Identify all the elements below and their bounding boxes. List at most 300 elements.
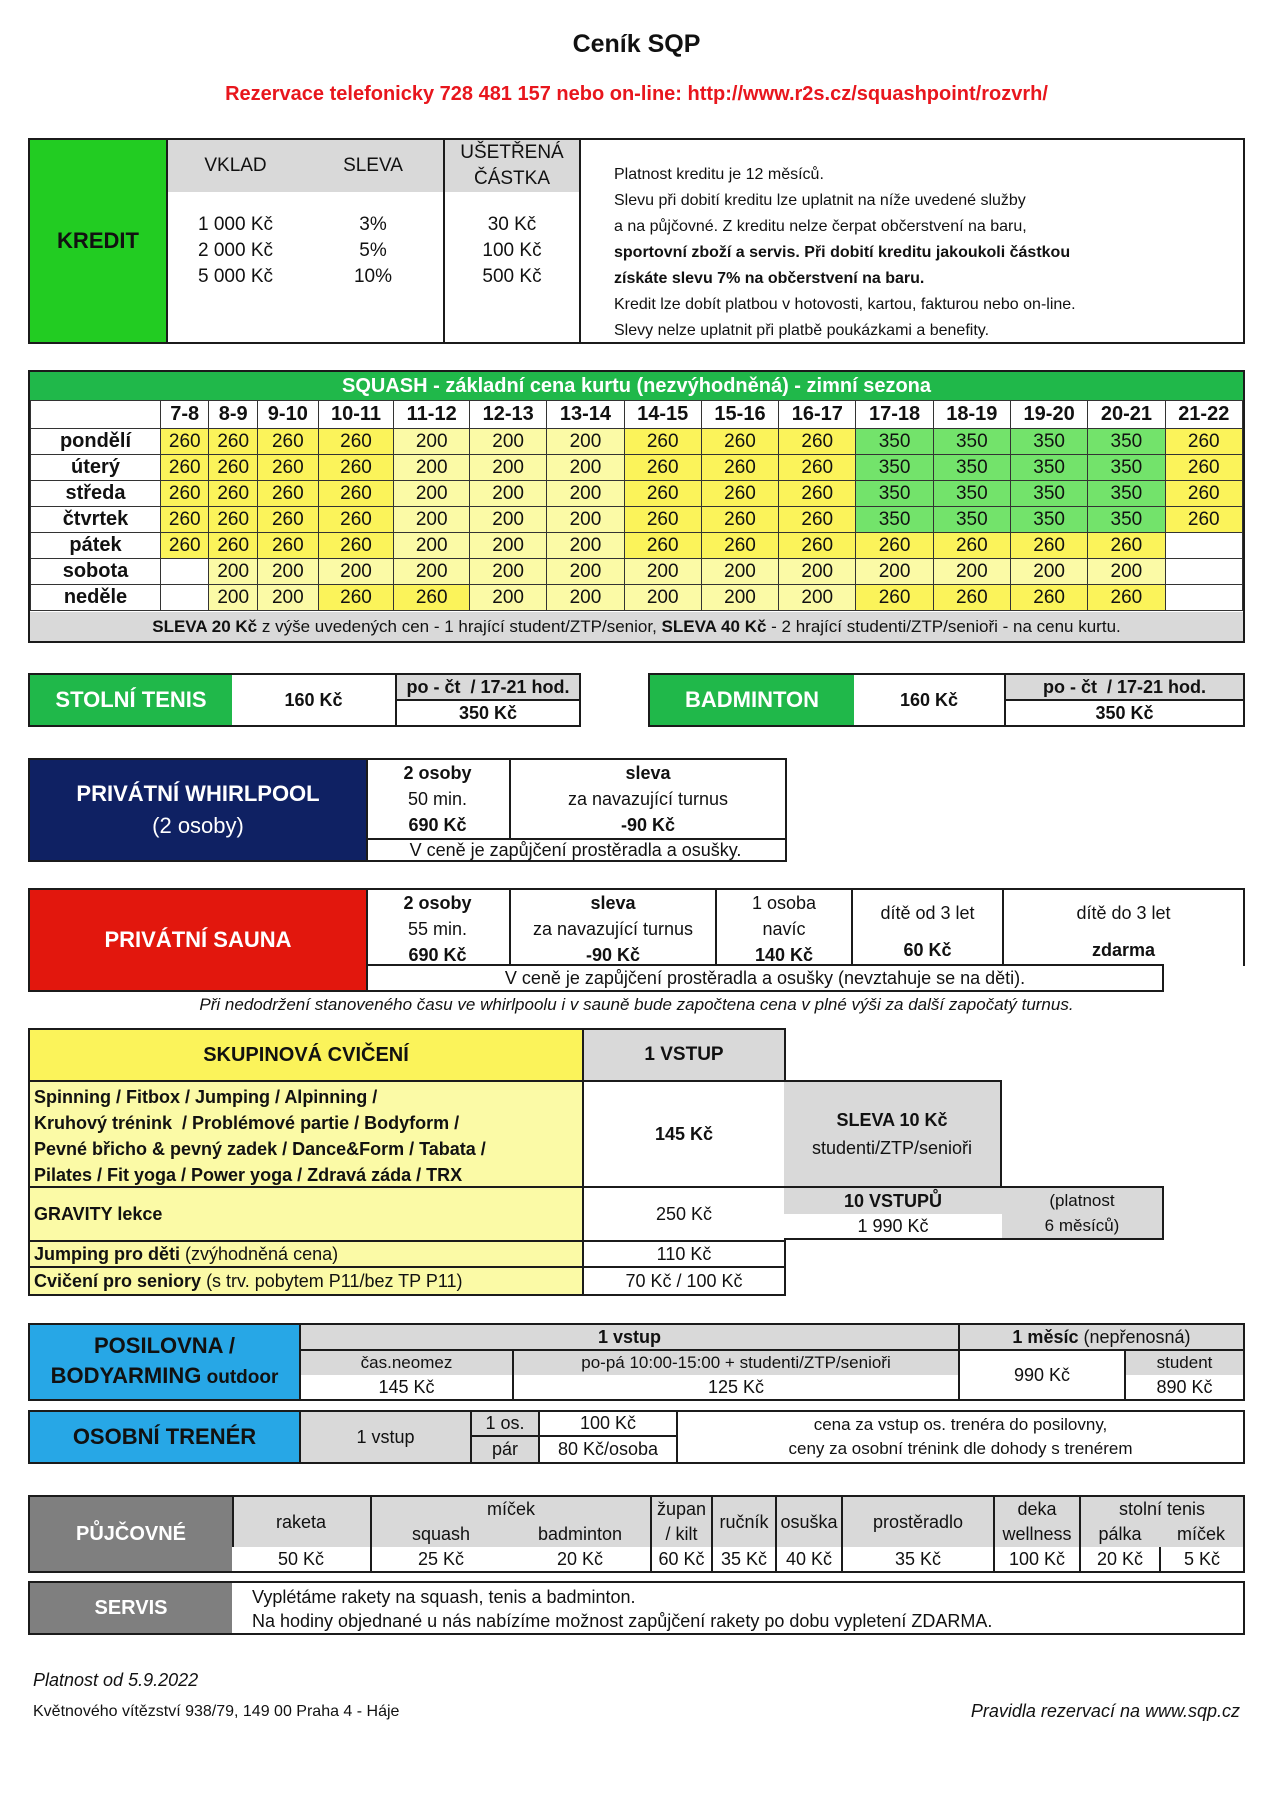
squash-price-cell: 350 <box>1010 481 1087 507</box>
cviceni-lessons <box>30 1082 582 1188</box>
posilovna-section <box>28 1323 1245 1401</box>
squash-price-cell: 260 <box>856 585 933 611</box>
squash-day-label: pondělí <box>31 429 161 455</box>
servis-label: SERVIS <box>30 1583 232 1633</box>
squash-price-cell: 260 <box>161 533 209 559</box>
pujcovne-label: PŮJČOVNÉ <box>30 1497 232 1571</box>
kredit-info-line: získáte slevu 7% na občerstvení na baru. <box>614 270 925 287</box>
rucnik-label: ručník <box>711 1497 775 1547</box>
lesson-line: Pevné břicho & pevný zadek / Dance&Form / Tabata / <box>34 1139 486 1159</box>
squash-price-cell: 260 <box>701 481 778 507</box>
squash-price-cell: 260 <box>318 507 394 533</box>
whirlpool-sublabel: (2 osoby) <box>152 813 244 838</box>
squash-price-cell: 200 <box>1010 559 1087 585</box>
sauna-c1-head: 2 osoby <box>403 893 472 913</box>
squash-price-cell: 350 <box>856 481 933 507</box>
kredit-rows <box>168 214 581 292</box>
servis-line-1: Vyplétáme rakety na squash, tenis a badminton. <box>252 1587 636 1607</box>
sauna-dite-do-3 <box>1004 890 1243 966</box>
squash-price-cell: 260 <box>701 507 778 533</box>
sauna-dite-od-3 <box>853 890 1004 966</box>
whirlpool-c2-price: -90 Kč <box>620 815 676 835</box>
deka-label-1: deka <box>1017 1499 1057 1519</box>
squash-price-cell: 200 <box>470 533 547 559</box>
squash-price-cell: 200 <box>470 507 547 533</box>
osuska-price: 40 Kč <box>775 1547 841 1571</box>
lessons-price: 145 Kč <box>582 1082 784 1188</box>
squash-price-cell: 260 <box>1088 585 1165 611</box>
lesson-line: Pilates / Fit yoga / Power yoga / Zdravá záda / TRX <box>34 1165 463 1185</box>
squash-day-row <box>31 559 1243 585</box>
kredit-info-line: sportovní zboží a servis. Při dobití kreditu jakoukoli částkou <box>614 244 1071 261</box>
badminton-price: 160 Kč <box>899 689 959 710</box>
squash-price-cell: 260 <box>1165 429 1242 455</box>
jumping-row <box>30 1242 582 1268</box>
sauna-label: PRIVÁTNÍ SAUNA <box>104 927 292 952</box>
squash-price-cell: 260 <box>209 455 257 481</box>
kredit-usetrena: 500 Kč <box>482 266 542 287</box>
squash-price-cell: 200 <box>856 559 933 585</box>
squash-price-cell <box>1165 585 1242 611</box>
squash-price-cell: 350 <box>933 507 1010 533</box>
squash-corner <box>31 401 161 429</box>
kredit-vklad: 2 000 Kč <box>198 240 273 261</box>
raketa-label: raketa <box>275 1511 327 1532</box>
servis-line-2: Na hodiny objednané u nás nabízíme možnost zapůjčení rakety po dobu vypletení ZDARMA. <box>252 1611 993 1631</box>
squash-price-cell: 260 <box>161 429 209 455</box>
deka-price: 100 Kč <box>993 1547 1079 1571</box>
squash-hour-header: 20-21 <box>1088 401 1165 429</box>
squash-price-cell: 200 <box>209 585 257 611</box>
squash-price-cell: 200 <box>547 533 624 559</box>
trener-note-1: cena za vstup os. trenéra do posilovny, <box>813 1415 1108 1434</box>
lesson-line: Spinning / Fitbox / Jumping / Alpinning / <box>34 1087 378 1107</box>
squash-price-cell <box>1165 533 1242 559</box>
page-title: Ceník SQP <box>572 30 701 58</box>
whirlpool-2-osoby <box>366 760 511 840</box>
pujcovne-section <box>28 1495 1245 1573</box>
gravity-label: GRAVITY lekce <box>34 1203 163 1224</box>
squash-day-label: sobota <box>31 559 161 585</box>
sauna-prices <box>366 888 1245 966</box>
squash-price-cell: 260 <box>318 455 394 481</box>
sauna-c2-head: sleva <box>590 893 636 913</box>
squash-day-row <box>31 585 1243 611</box>
squash-price-cell <box>1165 559 1242 585</box>
osuska-label: osuška <box>775 1497 841 1547</box>
squash-price-cell: 260 <box>257 481 318 507</box>
squash-price-cell: 260 <box>318 585 394 611</box>
squash-day-row <box>31 429 1243 455</box>
sauna-warning: Při nedodržení stanoveného času ve whirlpoolu i v sauně bude započtena cena v plné výši za další započatý turnus. <box>199 995 1074 1014</box>
squash-price-cell: 260 <box>161 455 209 481</box>
squash-price-cell: 200 <box>779 559 856 585</box>
trener-r2-label: pár <box>470 1437 538 1462</box>
trener-r2-price: 80 Kč/osoba <box>538 1437 676 1462</box>
squash-price-cell: 260 <box>394 585 470 611</box>
squash-price-cell: 200 <box>779 585 856 611</box>
sauna-c5-price: zdarma <box>1091 940 1156 960</box>
sauna-label-box <box>28 888 368 992</box>
trener-r1-label: 1 os. <box>470 1412 538 1437</box>
sauna-c1-mid: 55 min. <box>407 919 468 939</box>
squash-discount-1: SLEVA 20 Kč <box>152 616 258 636</box>
zupan-label <box>650 1497 711 1547</box>
micek2-price: 5 Kč <box>1159 1547 1243 1571</box>
kredit-row <box>168 240 581 266</box>
squash-price-cell: 260 <box>161 481 209 507</box>
squash-price-cell: 260 <box>624 481 701 507</box>
posilovna-c2-price: 125 Kč <box>512 1375 958 1399</box>
squash-price-cell: 260 <box>257 455 318 481</box>
cviceni-sleva-box <box>784 1080 1002 1188</box>
squash-ball-label: squash <box>370 1522 510 1547</box>
squash-ball-price: 25 Kč <box>370 1547 510 1571</box>
zupan-label-2: / kilt <box>665 1524 698 1544</box>
squash-title: SQUASH - základní cena kurtu (nezvýhodněná) - zimní sezona <box>30 372 1243 400</box>
vstupu-10-platnost-2: 6 měsíců) <box>1044 1216 1120 1235</box>
squash-day-row <box>31 455 1243 481</box>
squash-hour-header: 15-16 <box>701 401 778 429</box>
squash-price-cell: 200 <box>547 455 624 481</box>
cviceni-10-vstupu-box <box>784 1186 1164 1240</box>
gravity-row <box>30 1188 582 1242</box>
jumping-label: Jumping pro děti <box>34 1243 180 1264</box>
kredit-label: KREDIT <box>30 140 168 342</box>
squash-discount-note <box>30 612 1243 641</box>
squash-price-cell: 260 <box>257 507 318 533</box>
kredit-info-line: Platnost kreditu je 12 měsíců. <box>614 166 824 183</box>
squash-price-cell: 260 <box>701 455 778 481</box>
squash-price-cell: 260 <box>624 507 701 533</box>
sauna-c3-price: 140 Kč <box>754 945 814 965</box>
whirlpool-c2-head: sleva <box>625 763 671 783</box>
squash-day-label: úterý <box>31 455 161 481</box>
squash-price-cell: 200 <box>701 559 778 585</box>
squash-price-cell: 200 <box>394 481 470 507</box>
squash-hour-header: 19-20 <box>1010 401 1087 429</box>
seniori-price: 70 Kč / 100 Kč <box>582 1268 784 1294</box>
cviceni-sleva-text: studenti/ZTP/senioři <box>811 1138 973 1158</box>
squash-price-cell: 260 <box>779 507 856 533</box>
kredit-info-line: Kredit lze dobít platbou v hotovosti, kartou, fakturou nebo on-line. <box>614 296 1076 313</box>
address: Květnového vítězství 938/79, 149 00 Praha 4 - Háje <box>33 1703 400 1720</box>
whirlpool-c1-mid: 50 min. <box>407 789 468 809</box>
squash-price-cell: 350 <box>1088 507 1165 533</box>
squash-hour-header: 16-17 <box>779 401 856 429</box>
seniori-row <box>30 1268 582 1294</box>
kredit-vklad: 1 000 Kč <box>198 214 273 235</box>
kredit-row <box>168 266 581 292</box>
gravity-price: 250 Kč <box>582 1188 784 1242</box>
prosteradlo-price: 35 Kč <box>841 1547 993 1571</box>
squash-price-cell: 350 <box>1010 507 1087 533</box>
kredit-sleva: 5% <box>359 240 387 261</box>
squash-day-label: středa <box>31 481 161 507</box>
servis-text <box>252 1585 1232 1633</box>
squash-price-cell: 350 <box>933 455 1010 481</box>
squash-price-cell: 200 <box>547 559 624 585</box>
squash-price-cell: 200 <box>394 507 470 533</box>
jumping-note: (zvýhodněná cena) <box>180 1243 339 1264</box>
posilovna-mesic-label: 1 měsíc <box>1012 1326 1079 1347</box>
squash-day-label: pátek <box>31 533 161 559</box>
squash-price-cell: 200 <box>933 559 1010 585</box>
posilovna-student-head: student <box>1124 1351 1243 1375</box>
posilovna-mesic-note: (nepřenosná) <box>1078 1326 1191 1347</box>
stolni-tenis-peak-label: po - čt / 17-21 hod. <box>395 675 579 701</box>
vstupu-10-price: 1 990 Kč <box>784 1214 1002 1238</box>
squash-price-cell: 200 <box>470 481 547 507</box>
palka-label: pálka <box>1079 1522 1159 1547</box>
posilovna-label-2: BODYARMING <box>50 1362 202 1388</box>
squash-day-row <box>31 481 1243 507</box>
squash-price-cell: 200 <box>470 585 547 611</box>
squash-price-cell: 260 <box>1010 585 1087 611</box>
kredit-col-usetrena: UŠETŘENÁ ČÁSTKA <box>443 140 581 192</box>
squash-discount-2: SLEVA 40 Kč <box>661 616 767 636</box>
palka-price: 20 Kč <box>1079 1547 1159 1571</box>
trener-vstup: 1 vstup <box>299 1412 470 1462</box>
squash-hour-header: 7-8 <box>161 401 209 429</box>
squash-day-label: čtvrtek <box>31 507 161 533</box>
squash-price-cell: 260 <box>779 429 856 455</box>
kredit-info-line: a na půjčovné. Z kreditu nelze čerpat občerstvení na baru, <box>614 218 1027 235</box>
squash-hour-header: 9-10 <box>257 401 318 429</box>
posilovna-label-3: outdoor <box>201 1366 279 1388</box>
squash-price-cell: 350 <box>1010 455 1087 481</box>
squash-hour-header: 8-9 <box>209 401 257 429</box>
seniori-label: Cvičení pro seniory <box>34 1270 202 1291</box>
cviceni-col-1vstup: 1 VSTUP <box>582 1030 784 1082</box>
sauna-c1-price: 690 Kč <box>408 945 467 965</box>
squash-price-cell: 260 <box>933 585 1010 611</box>
squash-price-cell: 260 <box>701 533 778 559</box>
squash-table <box>30 400 1243 611</box>
squash-price-cell: 260 <box>257 533 318 559</box>
trener-section <box>28 1410 1245 1464</box>
squash-day-label: neděle <box>31 585 161 611</box>
squash-price-cell: 200 <box>547 585 624 611</box>
sauna-c2-price: -90 Kč <box>585 945 641 965</box>
micek2-label: míček <box>1176 1524 1225 1544</box>
whirlpool-sleva <box>511 760 785 840</box>
squash-price-cell: 200 <box>470 559 547 585</box>
posilovna-c1-head: čas.neomez <box>299 1351 512 1375</box>
badminton-label: BADMINTON <box>650 675 854 725</box>
sauna-c3-mid: navíc <box>762 919 806 939</box>
badminton-section <box>648 673 1245 727</box>
squash-price-cell: 260 <box>933 533 1010 559</box>
squash-price-cell: 260 <box>624 429 701 455</box>
squash-day-row <box>31 507 1243 533</box>
squash-price-cell: 260 <box>209 533 257 559</box>
squash-section <box>28 370 1245 643</box>
squash-price-cell: 260 <box>856 533 933 559</box>
rules-link[interactable]: Pravidla rezervací na www.sqp.cz <box>970 1701 1240 1721</box>
squash-price-cell: 200 <box>394 455 470 481</box>
squash-price-cell: 260 <box>779 455 856 481</box>
squash-hour-header: 10-11 <box>318 401 394 429</box>
squash-price-cell: 260 <box>318 429 394 455</box>
squash-price-cell: 260 <box>318 533 394 559</box>
reservation-info: Rezervace telefonicky 728 481 157 nebo on-line: http://www.r2s.cz/squashpoint/rozvrh/ <box>225 83 1048 105</box>
rucnik-price: 35 Kč <box>711 1547 775 1571</box>
sauna-2-osoby <box>366 890 511 966</box>
posilovna-c1-price: 145 Kč <box>299 1375 512 1399</box>
zupan-label-1: župan <box>656 1499 707 1519</box>
squash-price-cell: 260 <box>257 429 318 455</box>
sauna-c2-mid: za navazující turnus <box>532 919 694 939</box>
squash-discount-2-text: - 2 hrající studenti/ZTP/senioři - na cenu kurtu. <box>766 616 1121 636</box>
squash-hour-header: 12-13 <box>470 401 547 429</box>
posilovna-label-box <box>30 1325 299 1399</box>
sauna-c4-head: dítě od 3 let <box>880 903 975 923</box>
squash-price-cell: 200 <box>547 481 624 507</box>
squash-hour-header: 18-19 <box>933 401 1010 429</box>
badminton-peak-price: 350 Kč <box>1004 701 1243 725</box>
servis-section <box>28 1581 1245 1635</box>
squash-price-cell: 260 <box>318 481 394 507</box>
kredit-usetrena: 30 Kč <box>487 214 537 235</box>
squash-price-cell: 260 <box>779 481 856 507</box>
whirlpool-label-box <box>28 758 368 862</box>
kredit-row <box>168 214 581 240</box>
squash-price-cell: 200 <box>1088 559 1165 585</box>
whirlpool-prices <box>366 758 787 862</box>
raketa-price: 50 Kč <box>277 1548 325 1569</box>
validity-date: Platnost od 5.9.2022 <box>33 1670 199 1690</box>
deka-label <box>993 1497 1079 1547</box>
squash-price-cell: 260 <box>1165 507 1242 533</box>
vstupu-10-label: 10 VSTUPŮ <box>843 1190 943 1211</box>
whirlpool-note: V ceně je zapůjčení prostěradla a osušky. <box>409 839 742 860</box>
squash-price-cell: 200 <box>624 559 701 585</box>
squash-price-cell: 200 <box>257 559 318 585</box>
posilovna-mesic-price: 990 Kč <box>958 1351 1124 1399</box>
squash-price-cell: 260 <box>779 533 856 559</box>
lesson-line: Kruhový trénink / Problémové partie / Bodyform / <box>34 1113 460 1133</box>
squash-price-cell: 260 <box>161 507 209 533</box>
squash-price-cell: 350 <box>933 429 1010 455</box>
stolni-rental-label: stolní tenis <box>1079 1497 1243 1522</box>
squash-hour-header: 11-12 <box>394 401 470 429</box>
kredit-sleva: 3% <box>359 214 387 235</box>
squash-price-cell: 260 <box>1165 481 1242 507</box>
vstupu-10-platnost-1: (platnost <box>1049 1191 1115 1210</box>
squash-price-cell: 260 <box>209 507 257 533</box>
sauna-note: V ceně je zapůjčení prostěradla a osušky (nevztahuje se na děti). <box>366 964 1164 992</box>
cviceni-section <box>28 1028 786 1296</box>
squash-price-cell: 350 <box>1088 429 1165 455</box>
micek-label: míček <box>370 1497 650 1522</box>
zupan-price: 60 Kč <box>650 1547 711 1571</box>
stolni-tenis-peak-price: 350 Kč <box>395 701 579 725</box>
squash-discount-1-text: z výše uvedených cen - 1 hrající student/ZTP/senior, <box>257 616 662 636</box>
squash-price-cell: 200 <box>624 585 701 611</box>
squash-price-cell: 200 <box>470 455 547 481</box>
prosteradlo-label: prostěradlo <box>841 1497 993 1547</box>
squash-hour-header: 13-14 <box>547 401 624 429</box>
squash-price-cell: 200 <box>470 429 547 455</box>
stolni-tenis-price: 160 Kč <box>284 689 343 710</box>
squash-day-row <box>31 533 1243 559</box>
squash-price-cell: 350 <box>856 507 933 533</box>
stolni-tenis-label: STOLNÍ TENIS <box>30 675 232 725</box>
squash-price-cell <box>161 585 209 611</box>
whirlpool-c1-head: 2 osoby <box>403 763 472 783</box>
squash-price-cell: 260 <box>209 481 257 507</box>
squash-price-cell: 200 <box>209 559 257 585</box>
kredit-vklad: 5 000 Kč <box>198 266 273 287</box>
squash-price-cell: 350 <box>1088 481 1165 507</box>
posilovna-label-1: POSILOVNA / <box>94 1332 235 1358</box>
posilovna-c2-head: po-pá 10:00-15:00 + studenti/ZTP/senioři <box>512 1351 958 1375</box>
squash-price-cell: 260 <box>1010 533 1087 559</box>
sauna-c3-head: 1 osoba <box>751 893 817 913</box>
squash-price-cell: 200 <box>394 559 470 585</box>
deka-label-2: wellness <box>1002 1524 1072 1544</box>
stolni-tenis-section <box>28 673 581 727</box>
badminton-ball-price: 20 Kč <box>556 1548 604 1569</box>
cviceni-label: SKUPINOVÁ CVIČENÍ <box>30 1030 582 1082</box>
sauna-c4-price: 60 Kč <box>903 940 952 960</box>
cviceni-sleva-head: SLEVA 10 Kč <box>836 1110 948 1130</box>
squash-price-cell: 350 <box>1010 429 1087 455</box>
squash-price-cell: 350 <box>933 481 1010 507</box>
squash-hour-header: 21-22 <box>1165 401 1242 429</box>
posilovna-student-price: 890 Kč <box>1124 1375 1243 1399</box>
jumping-price: 110 Kč <box>582 1242 784 1268</box>
squash-price-cell: 200 <box>257 585 318 611</box>
whirlpool-c2-mid: za navazující turnus <box>567 789 729 809</box>
squash-price-cell: 200 <box>701 585 778 611</box>
trener-r1-price: 100 Kč <box>538 1412 676 1437</box>
squash-price-cell: 200 <box>547 429 624 455</box>
whirlpool-label: PRIVÁTNÍ WHIRLPOOL <box>76 781 320 806</box>
badminton-peak-label: po - čt / 17-21 hod. <box>1004 675 1243 701</box>
kredit-info-line: Slevu při dobití kreditu lze uplatnit na níže uvedené služby <box>614 192 1026 209</box>
trener-label: OSOBNÍ TRENÉR <box>30 1412 299 1462</box>
sauna-c5-head: dítě do 3 let <box>1076 903 1171 923</box>
squash-price-cell: 350 <box>856 455 933 481</box>
squash-price-cell: 260 <box>624 533 701 559</box>
kredit-col-sleva: SLEVA <box>303 140 443 192</box>
trener-note <box>676 1412 1243 1462</box>
squash-price-cell: 260 <box>1165 455 1242 481</box>
squash-price-rows <box>31 429 1243 611</box>
squash-price-cell: 200 <box>394 533 470 559</box>
seniori-note: (s trv. pobytem P11/bez TP P11) <box>201 1270 463 1291</box>
squash-price-cell: 200 <box>318 559 394 585</box>
squash-price-cell <box>161 559 209 585</box>
squash-price-cell: 350 <box>856 429 933 455</box>
squash-price-cell: 260 <box>209 429 257 455</box>
kredit-info <box>614 162 1234 344</box>
kredit-section <box>28 138 1245 344</box>
whirlpool-c1-price: 690 Kč <box>408 815 467 835</box>
sauna-sleva <box>511 890 717 966</box>
kredit-info-line: Slevy nelze uplatnit při platbě poukázkami a benefity. <box>614 322 990 339</box>
posilovna-mesic-head <box>958 1325 1243 1351</box>
kredit-sleva: 10% <box>353 266 393 287</box>
sauna-1-osoba <box>717 890 853 966</box>
kredit-usetrena: 100 Kč <box>482 240 542 261</box>
squash-hour-header: 14-15 <box>624 401 701 429</box>
kredit-col-vklad: VKLAD <box>168 140 303 192</box>
squash-price-cell: 350 <box>1088 455 1165 481</box>
squash-price-cell: 200 <box>394 429 470 455</box>
